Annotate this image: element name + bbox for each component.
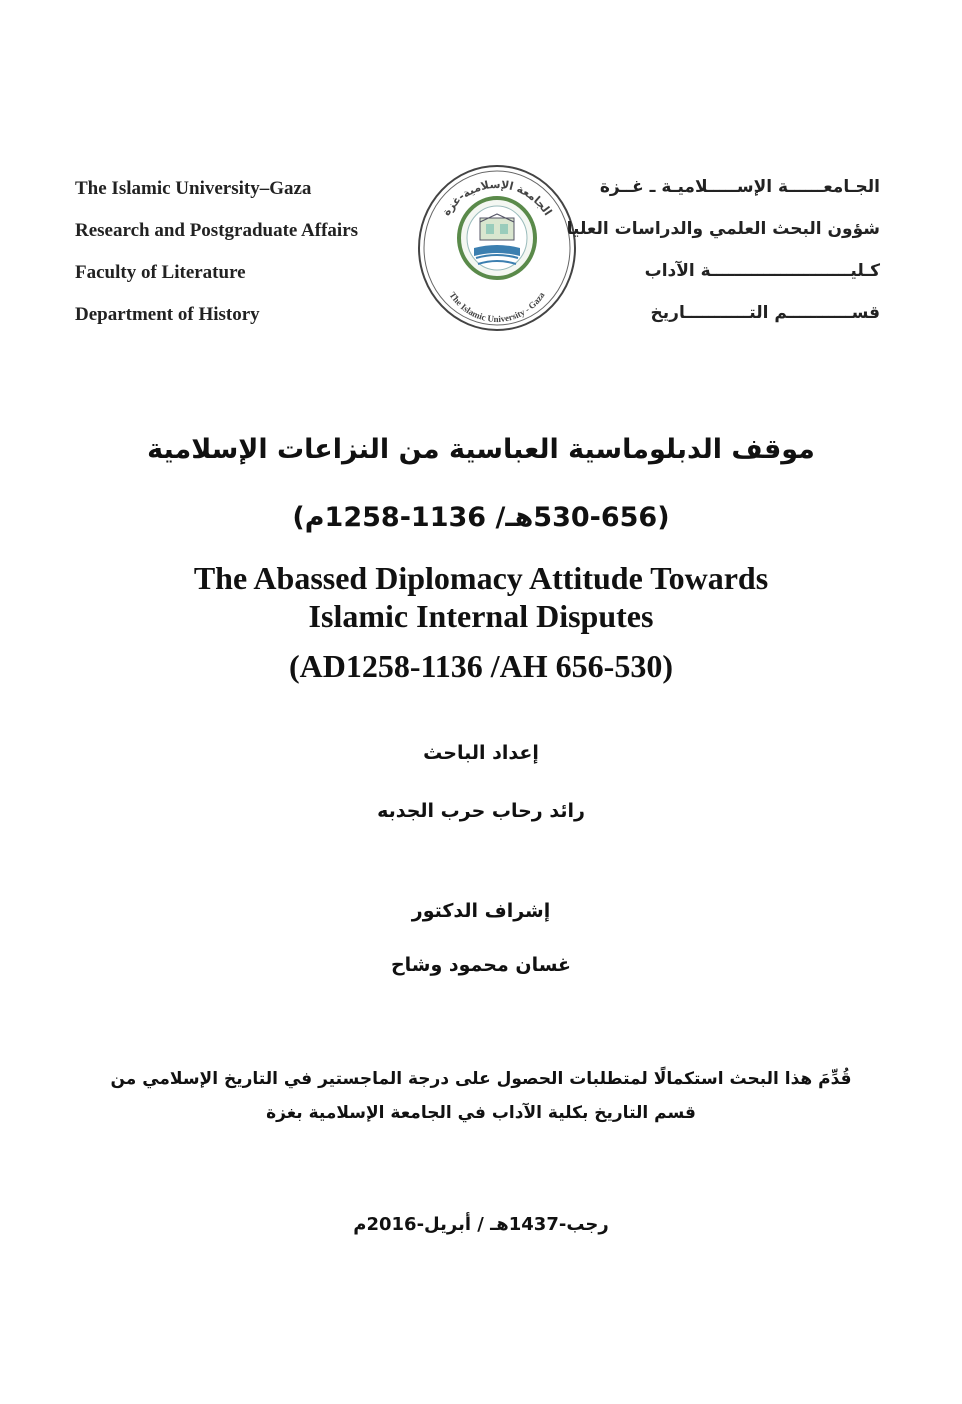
degree-statement-line2: قسم التاريخ بكلية الآداب في الجامعة الإسلامية بغزة [266, 1103, 696, 1123]
degree-statement-line1: قُدِّمَ هذا البحث استكمالًا لمتطلبات الحصول على درجة الماجستير في التاريخ الإسلامي من [110, 1069, 852, 1089]
university-name-en: The Islamic University–Gaza [75, 178, 312, 199]
arabic-header [567, 166, 880, 334]
degree-statement [110, 1062, 852, 1130]
thesis-dates-ar: (530-656هـ/ 1136-1258م) [292, 502, 670, 533]
english-header [75, 168, 358, 336]
seal-text-arabic: الجامعة الإسلامية-غزة [439, 177, 555, 219]
thesis-title-en-line1: The Abassed Diplomacy Attitude Towards [193, 560, 769, 596]
affairs-name-ar: شؤون البحث العلمي والدراسات العليا [566, 219, 880, 239]
supervisor-label: إشراف الدكتور [411, 900, 551, 922]
researcher-name: رائد رحاب حرب الجدبه [377, 800, 585, 822]
faculty-name-en: Faculty of Literature [75, 262, 246, 283]
svg-text:The Islamic University - Gaza [447, 290, 546, 324]
university-seal-logo [416, 160, 578, 332]
researcher-label: إعداد الباحث [423, 742, 539, 764]
thesis-title-en-line2: Islamic Internal Disputes [308, 598, 654, 634]
thesis-dates-en: (AD1258-1136 /AH 656-530) [289, 648, 673, 684]
faculty-name-ar: كـليــــــــــــــــــــــــة الآداب [644, 261, 880, 281]
affairs-name-en: Research and Postgraduate Affairs [75, 220, 359, 241]
supervisor-name: غسان محمود وشاح [390, 954, 572, 976]
thesis-title-ar: موقف الدبلوماسية العباسية من النزاعات الإسلامية [147, 434, 815, 465]
submission-date: رجب-1437هـ / أبريل-2016م [353, 1214, 609, 1235]
department-name-en: Department of History [75, 304, 260, 325]
seal-text-english: The Islamic University - Gaza [447, 290, 547, 325]
university-name-ar: الجـامعــــــة الإســـــلاميـة ـ غــزة [599, 177, 880, 197]
department-name-ar: قســـــــــــم التـــــــــــاريخ [650, 303, 880, 323]
